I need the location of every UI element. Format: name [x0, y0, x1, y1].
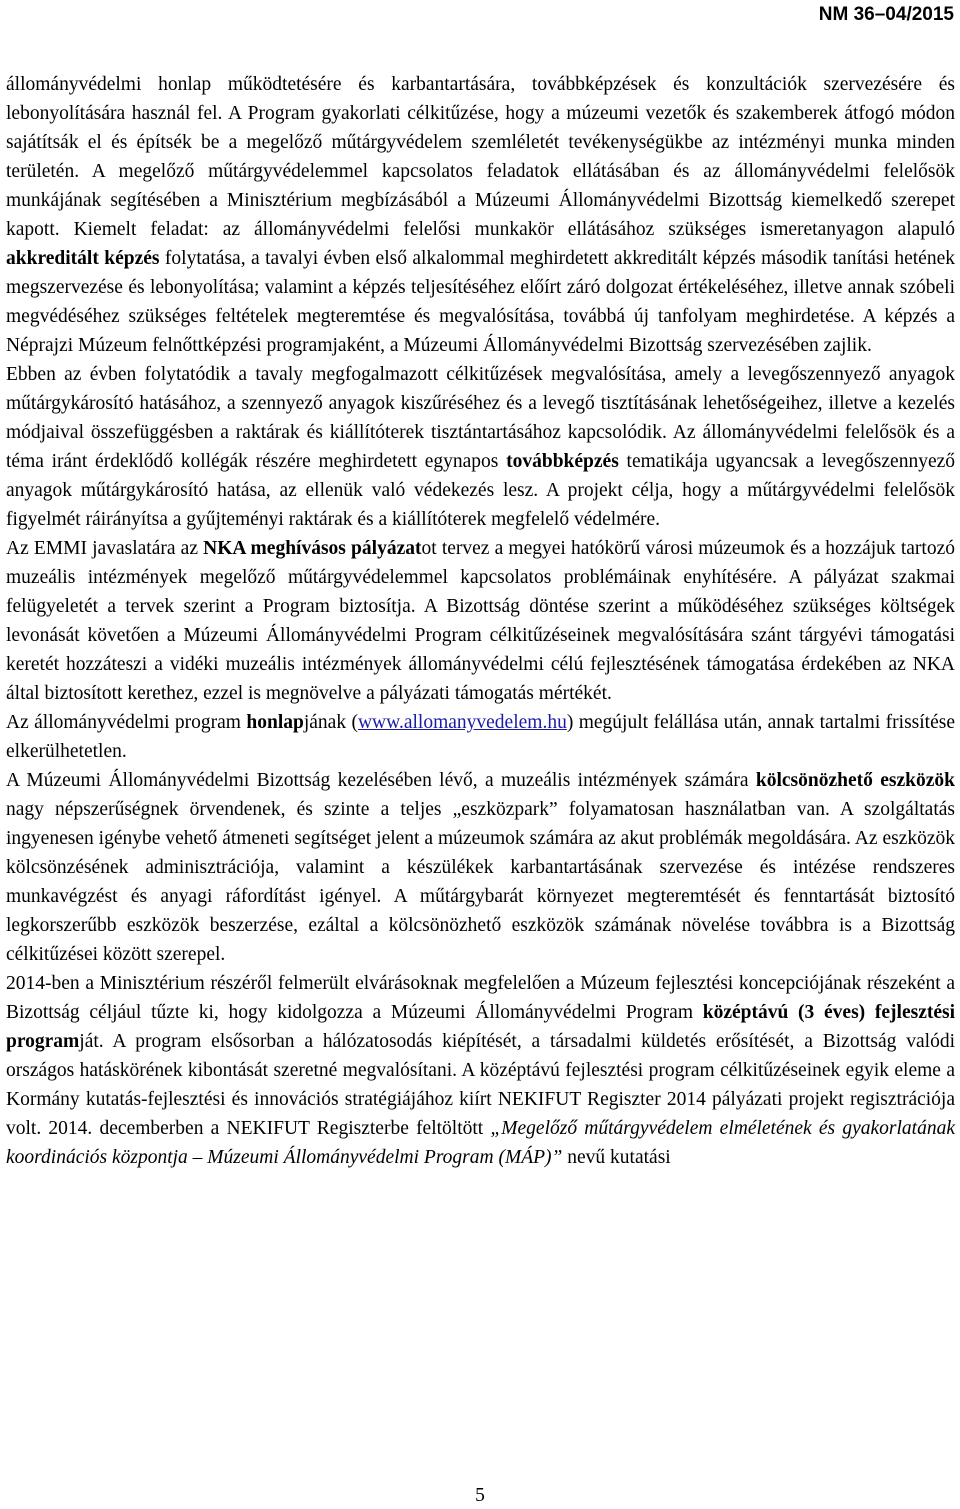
text-run: állományvédelmi honlap működtetésére és karbantartására, továbbképzések és konzultációk szervezésére és lebonyolítására használ fel. A Program gyakorlati célkitűzése, hogy a múzeumi vezetők és szakemberek átfogó módon sajátítsák el és építsék be a megelőző műtárgyvédelem szemléletét tevékenységükbe az intézményi munka minden területén. A megelőző műtárgyvédelemmel kapcsolatos feladatok ellátásában és az állományvédelmi felelősök munkájának segítésében a Minisztérium megbízásából a Múzeumi Állományvédelmi Bizottság kiemelkedő szerepet kapott. Kiemelt feladat: az állományvédelmi felelősi munkakör ellátásához szükséges ismeretanyagon alapuló — [6, 74, 955, 240]
bold-text: akkreditált képzés — [6, 248, 160, 269]
text-run: A Múzeumi Állományvédelmi Bizottság kezelésében lévő, a muzeális intézmények számára — [6, 770, 756, 791]
text-run: 2014-ben a Minisztérium részéről felmerült elvárásoknak megfelelően a Múzeum fejlesztési koncepciójának részeként a Bizottság céljául tűzte ki, hogy kidolgozza a Múzeumi Állományvédelmi Program — [6, 973, 955, 1023]
text-run: jának ( — [303, 712, 358, 733]
bold-text: NKA meghívásos pályázat — [203, 538, 422, 559]
text-run: nagy népszerűségnek örvendenek, és szinte a teljes „eszközpark” folyamatosan használatban van. A szolgáltatás ingyenesen igénybe vehető átmeneti segítséget jelent a múzeumok számára az akut problémák megoldására. Az eszközök kölcsönzésének adminisztrációja, valamint a készülékek karbantartásának szervezése és intézése rendszeres munkavégzést és anyagi ráfordítást igényel. A műtárgybarát környezet megteremtését és fenntartását biztosító legkorszerűbb eszközök beszerzése, ezáltal a kölcsönözhető eszközök számának növelése továbbra is a Bizottság célkitűzései között szerepel. — [6, 799, 955, 965]
page-number: 5 — [475, 1485, 485, 1506]
text-run: ot tervez a megyei hatókörű városi múzeumok és a hozzájuk tartozó muzeális intézmények megelőző műtárgyvédelemmel kapcsolatos problémáinak enyhítésére. A pályázat szakmai felügyeletét a tervek szerint a Program biztosítja. A Bizottság döntése szerint a működéséhez szükséges költségek levonását követően a Múzeumi Állományvédelmi Program célkitűzéseinek megvalósítására szánt tárgyévi támogatási keretét hozzáteszi a vidéki muzeális intézmények állományvédelmi célú fejlesztésének támogatása érdekében az NKA által biztosított kerethez, ezzel is megnövelve a pályázati támogatás mértékét. — [6, 538, 955, 704]
bold-text: kölcsönözhető eszközök — [755, 770, 955, 791]
body-text — [6, 70, 955, 1172]
text-run: Az EMMI javaslatára az — [6, 538, 204, 559]
text-run: Az állományvédelmi program — [6, 712, 247, 733]
bold-text: továbbképzés — [506, 451, 619, 472]
text-run: tematikája ugyancsak a levegőszennyező anyagok műtárgykárosító hatása, az ellenük való védekezés lesz. A projekt célja, hogy a műtárgyvédelmi felelősök figyelmét ráirányítsa a gyűjteményi raktárak és a kiállítóterek megfelelő védelmére. — [6, 451, 956, 530]
text-run: nevű kutatási — [562, 1147, 671, 1168]
paragraph — [6, 70, 955, 360]
italic-text: „Megelőző műtárgyvédelem elméletének és gyakorlatának koordinációs központja – Múzeumi Állományvédelmi Program (MÁP)” — [6, 1118, 955, 1168]
text-run: ját. A program elsősorban a hálózatosodás kiépítését, a társadalmi küldetés erősítését, a Bizottság valódi országos hatáskörének kibontását szeretné megvalósítani. A középtávú fejlesztési program célkitűzéseinek egyik eleme a Kormány kutatás-fejlesztési és innovációs stratégiájához kiírt NEKIFUT Regiszter 2014 pályázati projekt regisztrációja volt. 2014. decemberben a NEKIFUT Regiszterbe feltöltött — [6, 1031, 955, 1139]
text-run: Ebben az évben folytatódik a tavaly megfogalmazott célkitűzések megvalósítása, amely a levegőszennyező anyagok műtárgykárosító hatásához, a szennyező anyagok kiszűréséhez és a levegő tisztításának lehetőségeihez, illetve a kezelés módjaival összefüggésben a raktárak és kiállítóterek tisztántartásához kapcsolódik. Az állományvédelmi felelősök és a téma iránt érdeklődő kollégák részére meghirdetett egynapos — [6, 364, 955, 472]
text-run: ) megújult felállása után, annak tartalmi frissítése elkerülhetetlen. — [6, 712, 955, 762]
paragraph — [6, 766, 955, 969]
paragraph — [6, 969, 955, 1172]
text-run: folytatása, a tavalyi évben első alkalommal meghirdetett akkreditált képzés második tanítási hetének megszervezése és lebonyolítása; valamint a képzés teljesítéséhez előírt záró dolgozat értékeléséhez, illetve annak szóbeli megvédéséhez szükséges feltételek megteremtése és megvalósítása, továbbá új tanfolyam meghirdetése. A képzés a Néprajzi Múzeum felnőttképzési programjaként, a Múzeumi Állományvédelmi Bizottság szervezésében zajlik. — [6, 248, 955, 356]
paragraph — [6, 360, 955, 534]
bold-text: középtávú (3 éves) fejlesztési program — [6, 1002, 956, 1052]
website-link[interactable]: www.allomanyvedelem.hu — [357, 712, 567, 733]
paragraph — [6, 534, 955, 708]
document-id-header: NM 36–04/2015 — [818, 4, 954, 25]
bold-text: honlap — [246, 712, 304, 733]
paragraph — [6, 708, 955, 766]
